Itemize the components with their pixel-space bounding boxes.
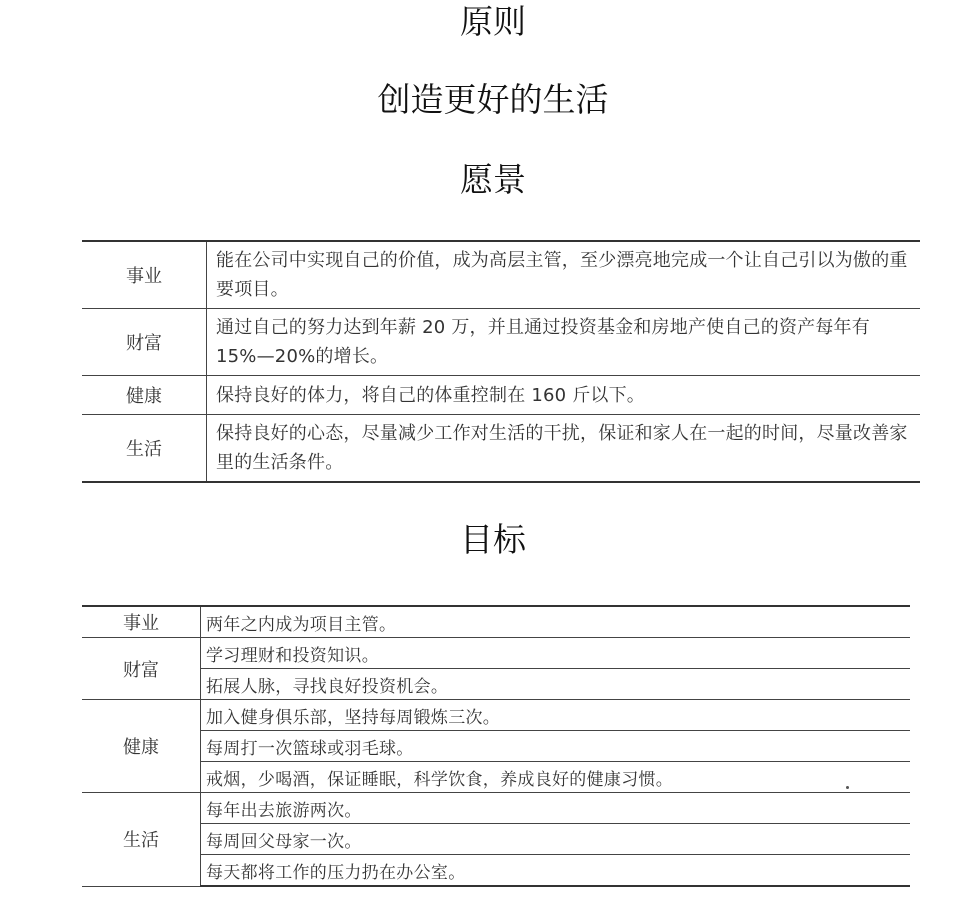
vision-description: 保持良好的心态，尽量减少工作对生活的干扰，保证和家人在一起的时间，尽量改善家里的生活条件。 — [207, 415, 921, 483]
page-title: 原则 — [460, 2, 526, 41]
vision-heading: 愿景 — [460, 160, 526, 199]
goal-item: 两年之内成为项目主管。 — [201, 606, 911, 638]
goals-category-career: 事业 — [82, 606, 201, 638]
goals-row — [82, 793, 910, 824]
goals-row — [82, 638, 910, 669]
goal-item: 每年出去旅游两次。 — [201, 793, 911, 824]
vision-category: 事业 — [82, 241, 207, 309]
goals-table — [82, 605, 910, 887]
vision-row-wealth — [82, 309, 920, 376]
goal-item: 学习理财和投资知识。 — [201, 638, 911, 669]
vision-row-health — [82, 376, 920, 415]
goal-item: 每天都将工作的压力扔在办公室。 — [201, 855, 911, 887]
goals-row — [82, 824, 910, 855]
vision-category: 生活 — [82, 415, 207, 483]
goals-category-wealth: 财富 — [82, 638, 201, 700]
vision-row-life — [82, 415, 920, 483]
goals-category-life: 生活 — [82, 793, 201, 887]
goals-row — [82, 762, 910, 793]
goals-row — [82, 700, 910, 731]
goals-row — [82, 855, 910, 887]
page-subtitle: 创造更好的生活 — [377, 80, 609, 119]
vision-category: 健康 — [82, 376, 207, 415]
goals-category-health: 健康 — [82, 700, 201, 793]
goal-item: 加入健身俱乐部，坚持每周锻炼三次。 — [201, 700, 911, 731]
goals-row — [82, 731, 910, 762]
vision-row-career — [82, 241, 920, 309]
scan-speck — [846, 786, 849, 789]
goals-row — [82, 606, 910, 638]
vision-category: 财富 — [82, 309, 207, 376]
goals-row — [82, 669, 910, 700]
goals-heading: 目标 — [460, 520, 526, 559]
vision-description: 通过自己的努力达到年薪 20 万，并且通过投资基金和房地产使自己的资产每年有 15%—20%的增长。 — [207, 309, 921, 376]
goal-item: 每周打一次篮球或羽毛球。 — [201, 731, 911, 762]
vision-table — [82, 240, 920, 483]
vision-description: 能在公司中实现自己的价值，成为高层主管，至少漂亮地完成一个让自己引以为傲的重要项目。 — [207, 241, 921, 309]
goal-item: 拓展人脉，寻找良好投资机会。 — [201, 669, 911, 700]
goal-item: 戒烟，少喝酒，保证睡眠，科学饮食，养成良好的健康习惯。 — [201, 762, 911, 793]
goal-item: 每周回父母家一次。 — [201, 824, 911, 855]
vision-description: 保持良好的体力，将自己的体重控制在 160 斤以下。 — [207, 376, 921, 415]
